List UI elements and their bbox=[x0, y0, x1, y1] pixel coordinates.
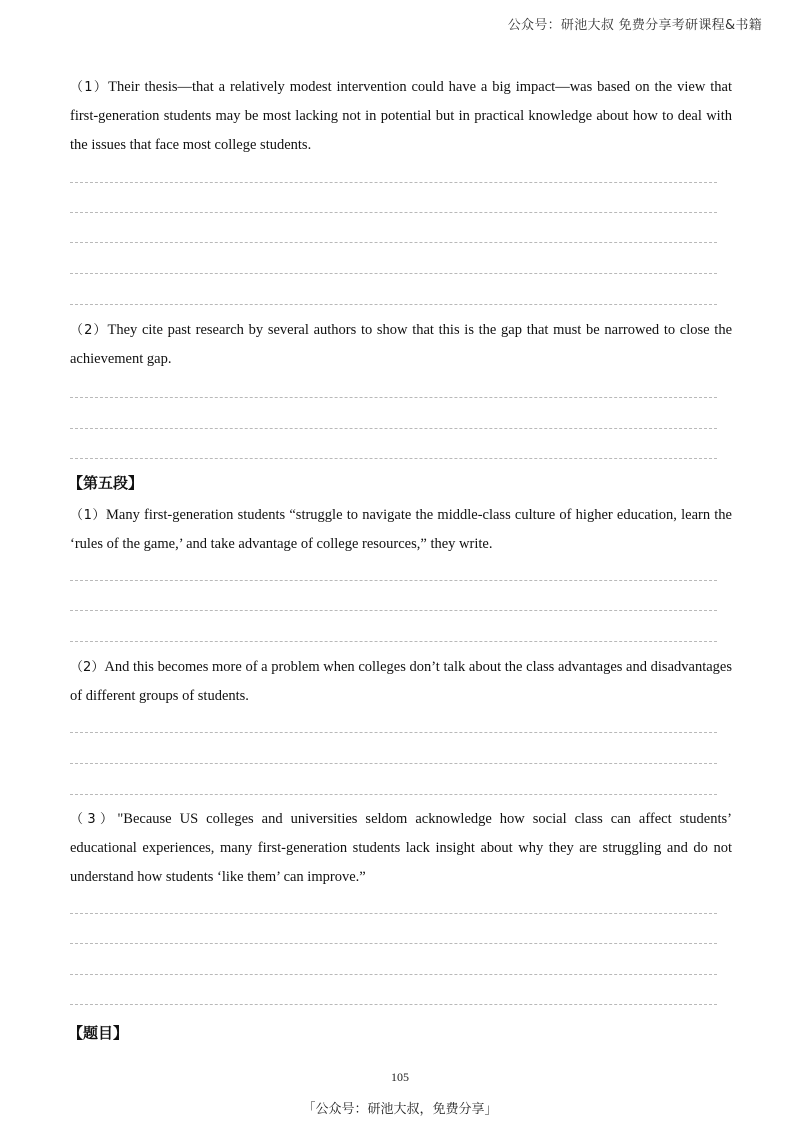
sentence-text: Many first-generation students “struggle to navigate the middle-class culture of higher education, learn the ‘rules of the game,’ and take advantage of college resources,” they write. bbox=[70, 507, 732, 552]
sentence-number: （1） bbox=[70, 80, 109, 95]
sentence-text: "Because US colleges and universities seldom acknowledge how social class can affect students’ educational experiences, many first-generation students lack insight about why they are struggling and do not understand how students ‘like them’ can improve.” bbox=[70, 811, 732, 885]
sentence-number: （2） bbox=[70, 323, 108, 338]
sentence-text: Their thesis—that a relatively modest intervention could have a big impact—was based on the view that first-generation students may be most lacking not in potential but in practical knowledge about how to deal with the issues that face most college students. bbox=[70, 79, 732, 153]
answer-line bbox=[70, 242, 717, 243]
header-watermark-note: 公众号：研池大叔 免费分享考研课程&书籍 bbox=[507, 18, 762, 33]
sentence-text: And this becomes more of a problem when colleges don’t talk about the class advantages and disadvantages of different groups of students. bbox=[70, 659, 732, 704]
answer-line bbox=[70, 212, 717, 213]
answer-line bbox=[70, 397, 717, 398]
page-number: 105 bbox=[391, 1070, 409, 1084]
answer-line bbox=[70, 182, 717, 183]
answer-line bbox=[70, 974, 717, 975]
footer-watermark-note: 「公众号：研池大叔，免费分享」 bbox=[302, 1102, 498, 1117]
answer-line bbox=[70, 610, 717, 611]
answer-line bbox=[70, 732, 717, 733]
sentence-number: （2） bbox=[70, 660, 105, 675]
answer-line bbox=[70, 794, 717, 795]
sentence-p5-2 bbox=[70, 653, 732, 711]
answer-line bbox=[70, 304, 717, 305]
answer-line bbox=[70, 580, 717, 581]
answer-line bbox=[70, 943, 717, 944]
answer-line bbox=[70, 641, 717, 642]
section-title-paragraph-5: 【第五段】 bbox=[68, 474, 144, 492]
sentence-p4-2 bbox=[70, 316, 732, 374]
sentence-text: They cite past research by several authors to show that this is the gap that must be narrowed to close the achievement gap. bbox=[70, 322, 733, 367]
answer-line bbox=[70, 1004, 717, 1005]
answer-line bbox=[70, 458, 717, 459]
answer-line bbox=[70, 273, 717, 274]
sentence-p5-3 bbox=[70, 805, 732, 892]
sentence-p5-1 bbox=[70, 501, 732, 559]
sentence-p4-1 bbox=[70, 73, 732, 160]
answer-line bbox=[70, 428, 717, 429]
answer-line bbox=[70, 763, 717, 764]
sentence-number: （1） bbox=[70, 508, 107, 523]
sentence-number: （3） bbox=[70, 812, 118, 827]
section-title-questions: 【题目】 bbox=[68, 1024, 129, 1042]
answer-line bbox=[70, 913, 717, 914]
